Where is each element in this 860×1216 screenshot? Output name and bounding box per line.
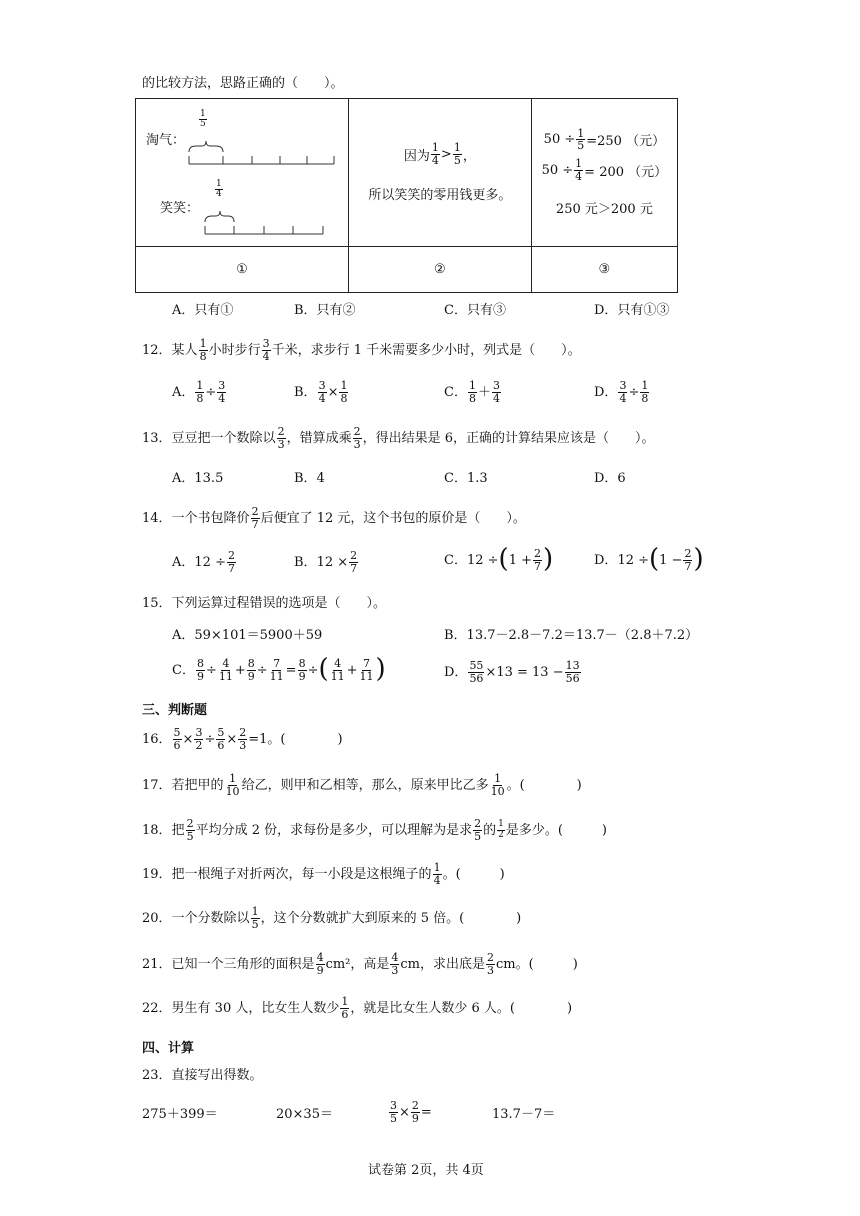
q14-option-b[interactable]: B． 12 × $\frac{2}{7}$ (294, 549, 358, 575)
reasoning-conclusion: 所以笑笑的零用钱更多。 (368, 188, 512, 204)
q15-option-c[interactable]: C． $\frac{8}{9}$ ÷ $\frac{4}{11}$ + $\frac{8}{9}$ ÷ $\frac{7}{11}$ = $\frac{8}{9}$ ÷ ( $\frac{4}{11}$ + $\frac{7}{11}$ ) (172, 654, 386, 685)
question-18: 18． 把 $\frac{2}{5}$ 平均分成 2 份，求每份是多少，可以理解为是求 $\frac{2}{5}$ 的 $\frac{1}{2}$ 是多少。( ) (142, 817, 608, 843)
q12-option-b[interactable]: B． $\frac{3}{4}$ × $\frac{1}{8}$ (294, 379, 348, 405)
q15-option-a[interactable]: A．59×101＝5900＋59 (172, 628, 323, 643)
q13-option-d[interactable]: D．6 (594, 471, 626, 486)
question-16: 16． $\frac{5}{6}$ × $\frac{3}{2}$ ÷ $\frac{5}{6}$ × $\frac{2}{3}$ =1。( ) (142, 726, 343, 752)
q11-option-d[interactable]: D．只有①③ (594, 303, 670, 318)
xiaoxiao-label: 笑笑： (160, 200, 200, 216)
table-label-2: ② (349, 247, 532, 293)
question-20: 20． 一个分数除以 $\frac{1}{5}$ ，这个分数就扩大到原来的 5 倍。( ) (142, 905, 522, 931)
question-23: 23．直接写出得数。 (142, 1068, 263, 1083)
q13-option-b[interactable]: B．4 (294, 471, 325, 486)
xiaoxiao-fraction: $\frac{1}{4}$ (216, 178, 222, 199)
question-21: 21． 已知一个三角形的面积是 $\frac{4}{9}$ cm² ，高是 $\frac{4}{3}$ cm ，求出底是 $\frac{2}{3}$ cm 。( ) (142, 951, 578, 977)
q12-option-d[interactable]: D． $\frac{3}{4}$ ÷ $\frac{1}{8}$ (594, 379, 649, 405)
taoqi-label: 淘气： (146, 132, 186, 148)
page-footer: 试卷第 2页，共 4页 (368, 1163, 484, 1178)
q11-option-b[interactable]: B．只有② (294, 303, 356, 318)
intro-line: 的比较方法，思路正确的（ ）。 (142, 76, 344, 91)
question-22: 22． 男生有 30 人，比女生人数少 $\frac{1}{6}$ ，就是比女生人数少 6 人。( ) (142, 995, 573, 1021)
q13-option-a[interactable]: A．13.5 (172, 471, 224, 486)
q12-option-c[interactable]: C． $\frac{1}{8}$ ＋ $\frac{3}{4}$ (444, 379, 500, 405)
q23-expr-2: 20×35＝ (276, 1107, 333, 1122)
taoqi-segment-diagram (184, 138, 339, 168)
q14-option-a[interactable]: A． 12 ÷ $\frac{2}{7}$ (172, 549, 235, 575)
fraction: $\frac{1}{5}$ (453, 140, 461, 167)
question-12: 12． 某人 $\frac{1}{8}$ 小时步行 $\frac{3}{4}$ 千米，求步行 1 千米需要多少小时，列式是（ ）。 (142, 337, 581, 363)
table-cell-reasoning: 因为 $\frac{1}{4}$ > $\frac{1}{5}$ ， 所以笑笑的零用钱更多。 (349, 99, 532, 247)
q23-expr-4: 13.7－7＝ (492, 1107, 556, 1122)
question-19: 19． 把一根绳子对折两次，每一小段是这根绳子的 $\frac{1}{4}$ 。( ) (142, 861, 505, 887)
q23-expr-1: 275＋399＝ (142, 1107, 218, 1122)
xiaoxiao-segment-diagram (200, 208, 330, 238)
q23-expr-3: $\frac{3}{5}$ × $\frac{2}{9}$ = (390, 1099, 432, 1125)
table-label-3: ③ (531, 247, 677, 293)
taoqi-fraction: $\frac{1}{5}$ (200, 108, 206, 129)
table-cell-diagram (136, 99, 349, 247)
q14-option-c[interactable]: C． 12 ÷ ( 1 + $\frac{2}{7}$ ) (444, 544, 554, 575)
question-15: 15．下列运算过程错误的选项是（ ）。 (142, 596, 387, 611)
table-label-1: ① (136, 247, 349, 293)
q11-option-a[interactable]: A．只有① (172, 303, 234, 318)
q15-option-d[interactable]: D． $\frac{55}{56}$ ×13 = 13 − $\frac{13}{56}$ (444, 659, 580, 685)
section-title-judgment: 三、判断题 (142, 703, 208, 718)
question-14: 14． 一个书包降价 $\frac{2}{7}$ 后便宜了 12 元，这个书包的原价是（ ）。 (142, 505, 526, 531)
q13-option-c[interactable]: C．1.3 (444, 471, 488, 486)
q11-option-c[interactable]: C．只有③ (444, 303, 506, 318)
q14-option-d[interactable]: D． 12 ÷ ( 1 − $\frac{2}{7}$ ) (594, 544, 704, 575)
table-cell-calculation: 50 ÷ $\frac{1}{5}$ =250 （元） 50 ÷ $\frac{1}{4}$ = 200 （元） 250 元＞200 元 (531, 99, 677, 247)
question-13: 13． 豆豆把一个数除以 $\frac{2}{3}$ ，错算成乘 $\frac{2}{3}$ ，得出结果是 6，正确的计算结果应该是（ ）。 (142, 425, 655, 451)
question-17: 17． 若把甲的 $\frac{1}{10}$ 给乙，则甲和乙相等，那么，原来甲比乙多 $\frac{1}{10}$ 。( ) (142, 772, 582, 798)
section-title-calculation: 四、计算 (142, 1041, 195, 1056)
fraction: $\frac{1}{4}$ (431, 140, 439, 167)
comparison-table (135, 98, 678, 293)
q12-option-a[interactable]: A． $\frac{1}{8}$ ÷ $\frac{3}{4}$ (172, 379, 226, 405)
q15-option-b[interactable]: B．13.7－2.8－7.2＝13.7－（2.8＋7.2） (444, 628, 699, 643)
